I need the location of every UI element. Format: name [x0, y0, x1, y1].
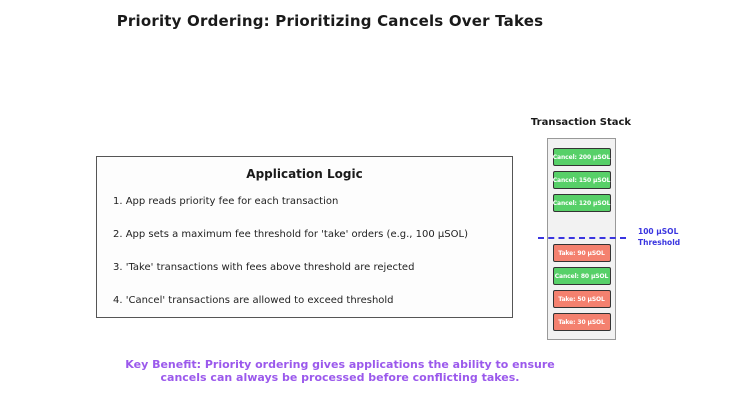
threshold-dashed-line	[538, 237, 626, 239]
logic-items	[113, 197, 502, 329]
application-logic-title: Application Logic	[246, 167, 363, 181]
key-benefit-line1: Key Benefit: Priority ordering gives applications the ability to ensure	[125, 358, 555, 371]
transaction-stack-container	[547, 138, 616, 340]
transaction-box-take-50: Take: 50 µSOL	[553, 290, 611, 308]
transaction-box-take-30: Take: 30 µSOL	[553, 313, 611, 331]
transaction-box-cancel-200: Cancel: 200 µSOL	[553, 148, 611, 166]
logic-item-1: 1. App reads priority fee for each transaction	[113, 196, 339, 207]
threshold-label-line1: 100 µSOL	[638, 227, 679, 236]
transaction-stack-title: Transaction Stack	[530, 117, 632, 128]
diagram-title: Priority Ordering: Prioritizing Cancels Over Takes	[116, 12, 544, 30]
transaction-box-cancel-150: Cancel: 150 µSOL	[553, 171, 611, 189]
transaction-box-cancel-120: Cancel: 120 µSOL	[553, 194, 611, 212]
threshold-gap	[548, 217, 615, 239]
threshold-label	[638, 226, 680, 248]
logic-item-3: 3. 'Take' transactions with fees above threshold are rejected	[113, 262, 415, 273]
key-benefit-text	[40, 358, 640, 384]
transaction-box-cancel-80: Cancel: 80 µSOL	[553, 267, 611, 285]
key-benefit-line2: cancels can always be processed before conflicting takes.	[160, 371, 520, 384]
logic-item-4: 4. 'Cancel' transactions are allowed to exceed threshold	[113, 295, 394, 306]
application-logic-box	[96, 156, 513, 318]
threshold-label-line2: Threshold	[638, 238, 681, 247]
transaction-box-take-90: Take: 90 µSOL	[553, 244, 611, 262]
logic-item-2: 2. App sets a maximum fee threshold for 'take' orders (e.g., 100 µSOL)	[113, 229, 468, 240]
